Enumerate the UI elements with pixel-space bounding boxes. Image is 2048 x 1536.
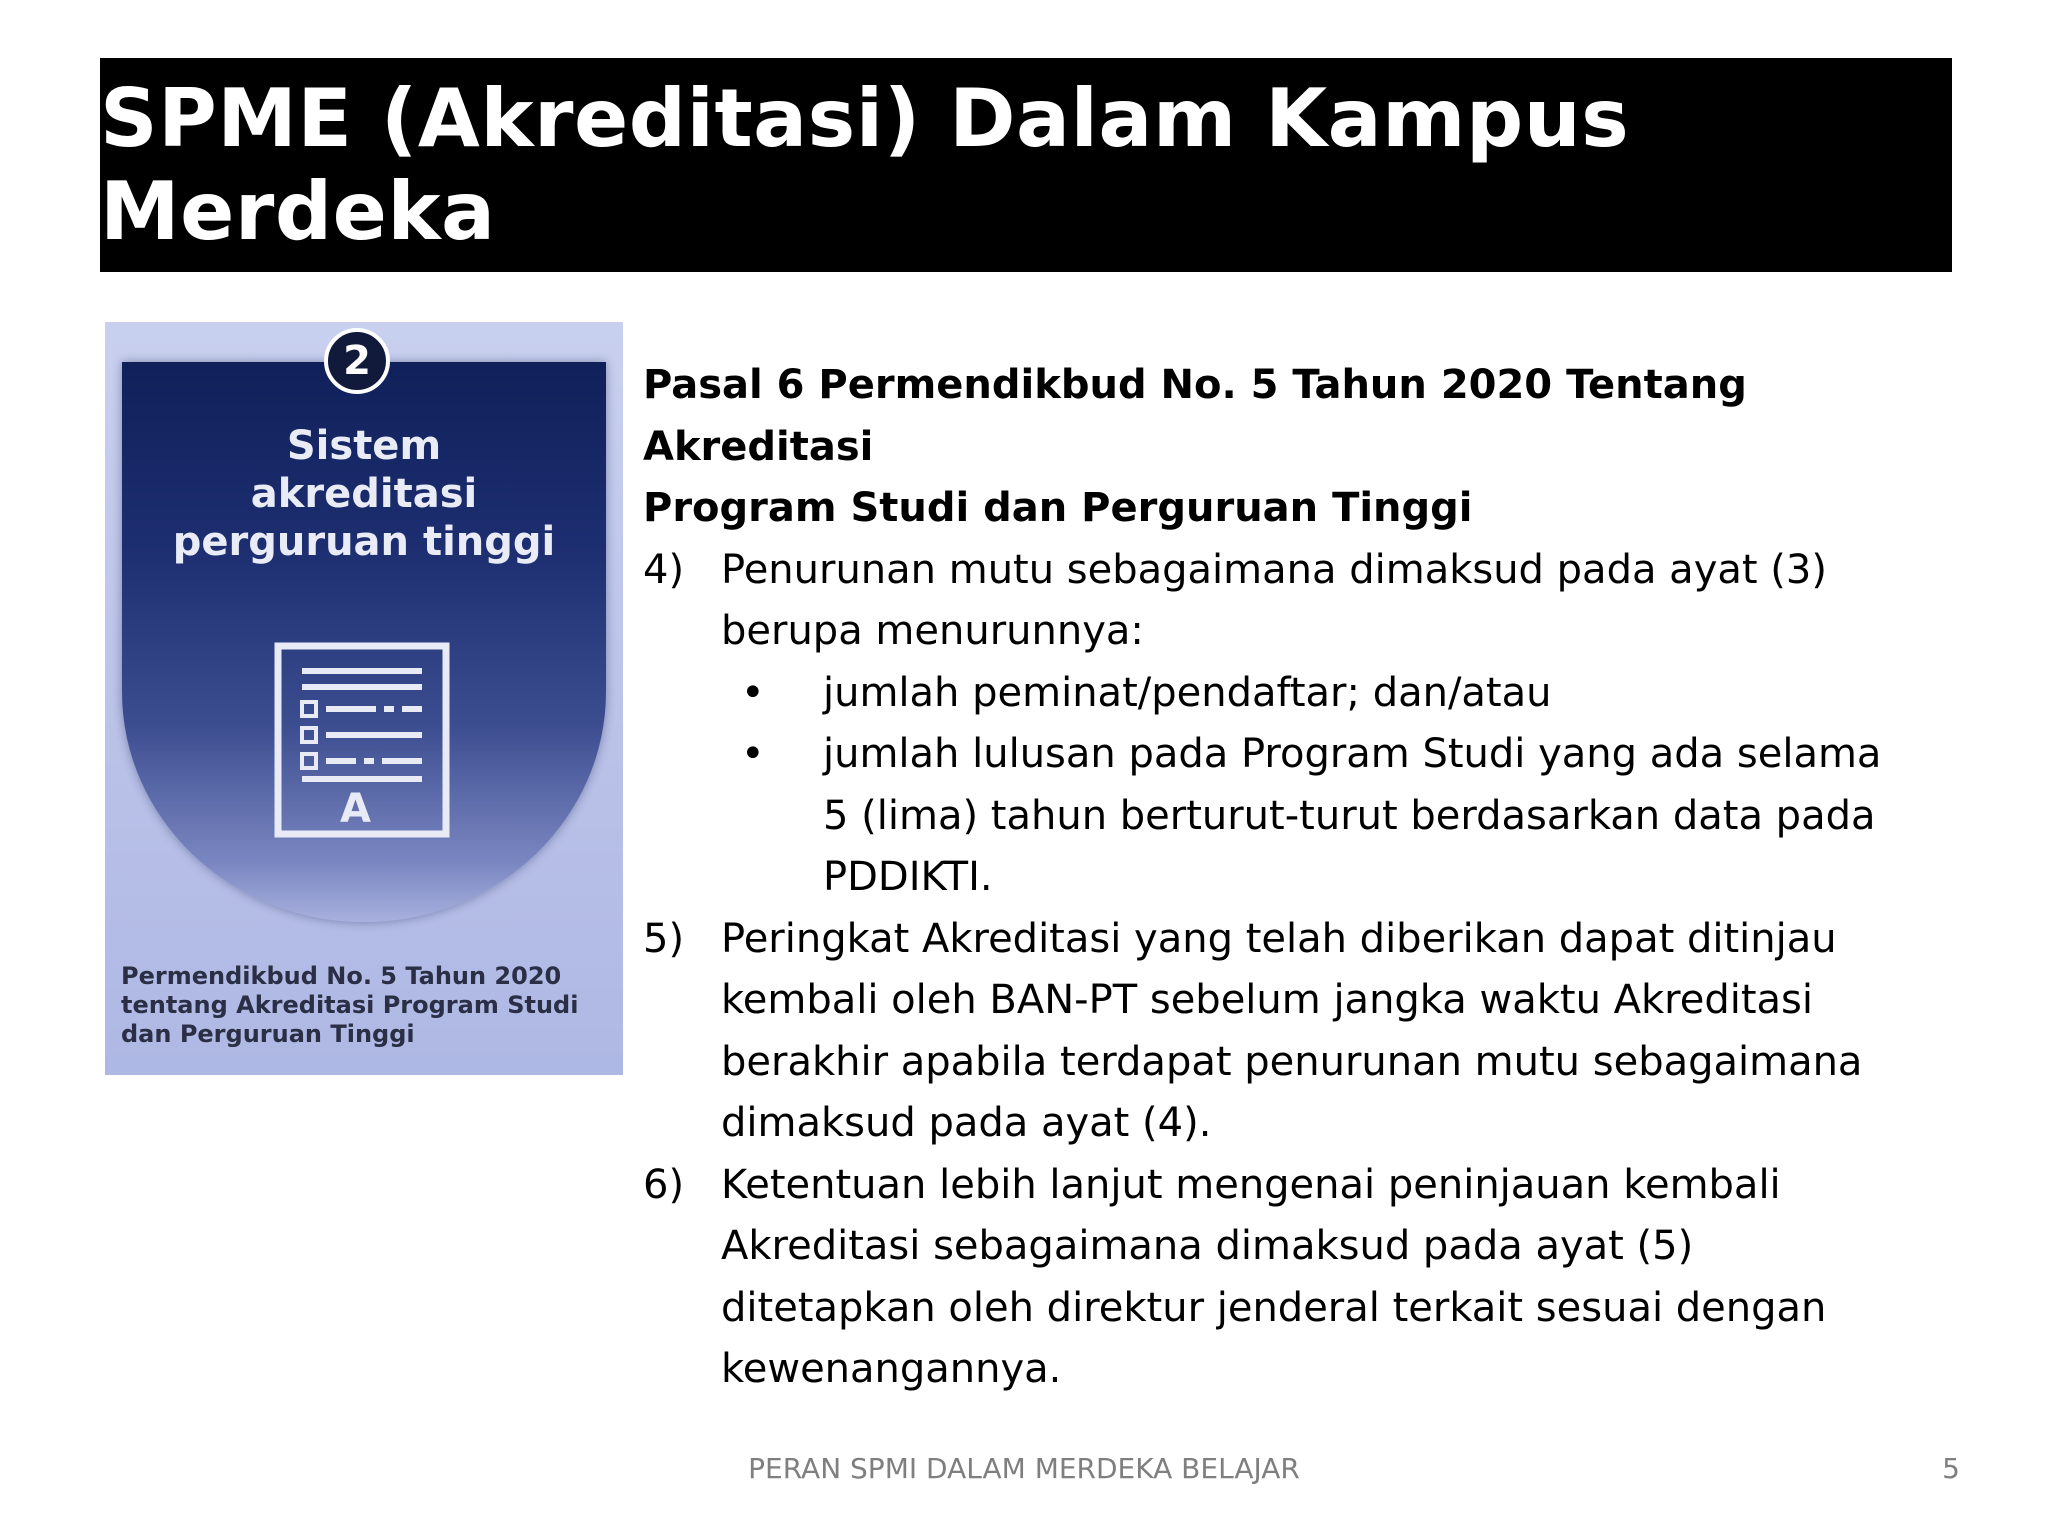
list-item-5 [643, 909, 1943, 1155]
item-number: 5) [643, 915, 685, 962]
page-number: 5 [1942, 1452, 1960, 1485]
item-line: kembali oleh BAN-PT sebelum jangka waktu Akreditasi [721, 977, 1813, 1023]
bullet-item [721, 663, 1943, 725]
badge-caption-line: Permendikbud No. 5 Tahun 2020 [121, 962, 562, 990]
item-line: Akreditasi sebagaimana dimaksud pada ayat (5) [721, 1223, 1694, 1269]
badge-caption-line: dan Perguruan Tinggi [121, 1020, 415, 1048]
item-line: ditetapkan oleh direktur jenderal terkait sesuai dengan [721, 1284, 1827, 1331]
list-item-4 [643, 540, 1943, 663]
heading-line: Pasal 6 Permendikbud No. 5 Tahun 2020 Tentang Akreditasi [643, 362, 1747, 470]
heading-line: Program Studi dan Perguruan Tinggi [643, 485, 1473, 531]
badge-title-line: Sistem [286, 423, 442, 469]
item-line: Penurunan mutu sebagaimana dimaksud pada ayat (3) [721, 546, 1827, 593]
item-number: 6) [643, 1161, 685, 1208]
badge-title [105, 422, 623, 566]
item-line: kewenangannya. [721, 1346, 1062, 1392]
item-line: berakhir apabila terdapat penurunan mutu sebagaimana [721, 1038, 1863, 1085]
bullet-dot: • [741, 731, 765, 777]
bullet-line: 5 (lima) tahun berturut-turut berdasarkan data pada [823, 792, 1876, 839]
badge-title-line: akreditasi [250, 471, 478, 517]
slide-title: SPME (Akreditasi) Dalam Kampus Merdeka [100, 72, 1630, 258]
badge-image [105, 322, 623, 1075]
document-icon [272, 640, 452, 840]
item-line: berupa menurunnya: [721, 608, 1144, 654]
bullet-item [721, 724, 1943, 909]
badge-caption-line: tentang Akreditasi Program Studi [121, 991, 579, 1019]
slide-body [643, 355, 1943, 1401]
footer-text: PERAN SPMI DALAM MERDEKA BELAJAR [748, 1452, 1300, 1485]
list-item-6 [643, 1155, 1943, 1401]
item-line: dimaksud pada ayat (4). [721, 1100, 1212, 1146]
badge-number: 2 [324, 328, 390, 394]
section-heading [643, 355, 1943, 540]
document-letter: A [340, 786, 371, 832]
bullet-line: jumlah peminat/pendaftar; dan/atau [823, 669, 1552, 716]
title-bar [100, 58, 1952, 272]
badge-caption [121, 962, 611, 1049]
bullet-dot: • [741, 669, 765, 716]
bullet-line: jumlah lulusan pada Program Studi yang ada selama [823, 731, 1882, 777]
badge-title-line: perguruan tinggi [172, 519, 556, 565]
item-number: 4) [643, 546, 685, 593]
item-line: Peringkat Akreditasi yang telah diberikan dapat ditinjau [721, 915, 1837, 962]
bullet-line: PDDIKTI. [823, 854, 993, 900]
item-line: Ketentuan lebih lanjut mengenai peninjauan kembali [721, 1161, 1781, 1208]
